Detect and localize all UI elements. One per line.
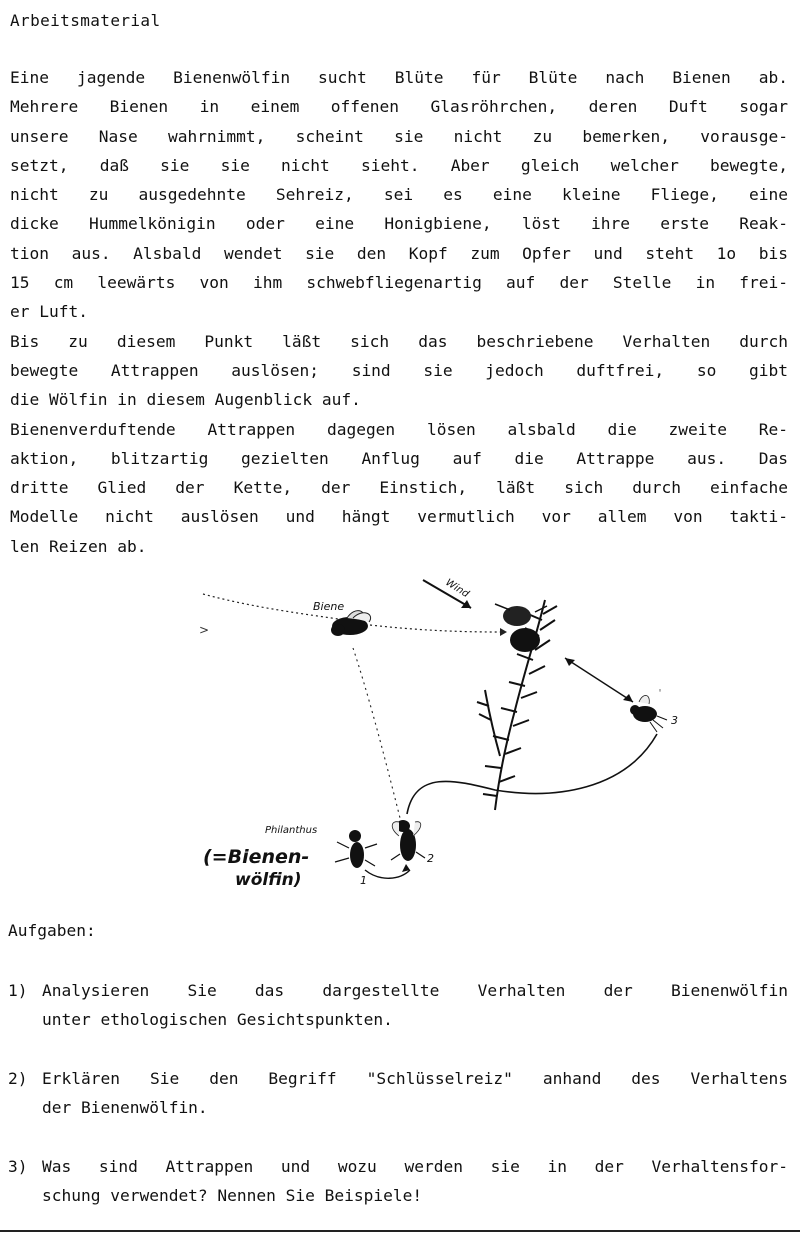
paragraph-line: dritte Glied der Kette, der Einstich, läßt sich durch einfache (10, 478, 788, 498)
flight-to-hover-path (407, 734, 657, 814)
bee-icon (331, 611, 371, 636)
bee-to-flower-path (370, 625, 500, 632)
paragraph-line: nicht zu ausgedehnte Sehreiz, sei es eine kleine Fliege, eine (10, 185, 788, 205)
bee-wolf-2-icon (391, 820, 425, 861)
approach-path (353, 648, 400, 818)
task-number: 2) (8, 1069, 28, 1088)
paragraph-line: tion aus. Alsbald wendet sie den Kopf zum Opfer und steht 1o bis (10, 243, 788, 263)
svg-text:': ' (657, 688, 664, 699)
bienenwolfin-label-line2: wölfin) (235, 870, 302, 890)
task-line: unter ethologischen Gesichtspunkten. (42, 1010, 393, 1030)
paragraph-line: len Reizen ab. (10, 536, 147, 556)
biene-label: Biene (313, 600, 345, 613)
task-line: Was sind Attrappen und wozu werden sie in der Verhaltensfor- (42, 1157, 788, 1176)
task-line: der Bienenwölfin. (42, 1098, 208, 1118)
paragraph-line: bewegte Attrappen auslösen; sind sie jedoch duftfrei, so gibt (10, 360, 788, 380)
bee-on-flower-icon (495, 604, 547, 652)
paragraph-line: Bis zu diesem Punkt läßt sich das beschriebene Verhalten durch (10, 331, 788, 351)
bee-wolf-1-icon (335, 830, 377, 868)
paragraph-line: Bienenverduftende Attrappen dagegen lösen alsbald die zweite Re- (10, 419, 788, 439)
task-line: schung verwendet? Nennen Sie Beispiele! (42, 1186, 423, 1206)
marker-1: 1 (360, 874, 367, 887)
paragraph-line: die Wölfin in diesem Augenblick auf. (10, 390, 361, 410)
task-number: 3) (8, 1157, 28, 1176)
tasks-heading: Aufgaben: (8, 921, 96, 940)
task-number: 1) (8, 981, 28, 1000)
bienenwolfin-label-line1: (=Bienen- (203, 846, 310, 868)
paragraph-line: 15 cm leewärts von ihm schwebfliegenartig auf der Stelle in frei- (10, 273, 788, 293)
paragraph-line: Eine jagende Bienenwölfin sucht Blüte für Blüte nach Bienen ab. (10, 68, 788, 87)
marker-2: 2 (427, 852, 434, 865)
page-heading: Arbeitsmaterial (10, 11, 161, 30)
paragraph-line: setzt, daß sie sie nicht sieht. Aber gleich welcher bewegte, (10, 155, 788, 175)
paragraph-line: unsere Nase wahrnimmt, scheint sie nicht zu bemerken, vorausge- (10, 126, 788, 146)
description-paragraph (10, 63, 788, 561)
marker-3: 3 (671, 714, 678, 727)
philanthus-label: Philanthus (265, 825, 318, 836)
paragraph-line: Mehrere Bienen in einem offenen Glasröhrchen, deren Duft sogar (10, 97, 788, 117)
bee-wolf-illustration (195, 570, 715, 900)
paragraph-line: Modelle nicht auslösen und hängt vermutlich vor allem von takti- (10, 507, 788, 527)
task-line: Analysieren Sie das dargestellte Verhalten der Bienenwölfin (42, 981, 788, 1000)
hover-distance-arrow (565, 658, 633, 702)
wind-label: Wind (443, 577, 471, 600)
task-line: Erklären Sie den Begriff "Schlüsselreiz" anhand des Verhaltens (42, 1069, 788, 1088)
svg-text:>: > (199, 623, 210, 637)
paragraph-line: dicke Hummelkönigin oder eine Honigbiene, löst ihre erste Reak- (10, 214, 788, 234)
paragraph-line: er Luft. (10, 302, 88, 322)
paragraph-line: aktion, blitzartig gezielten Anflug auf die Attrappe aus. Das (10, 448, 788, 468)
bottom-divider (0, 1230, 800, 1232)
bee-wolf-hovering-icon (630, 695, 667, 732)
